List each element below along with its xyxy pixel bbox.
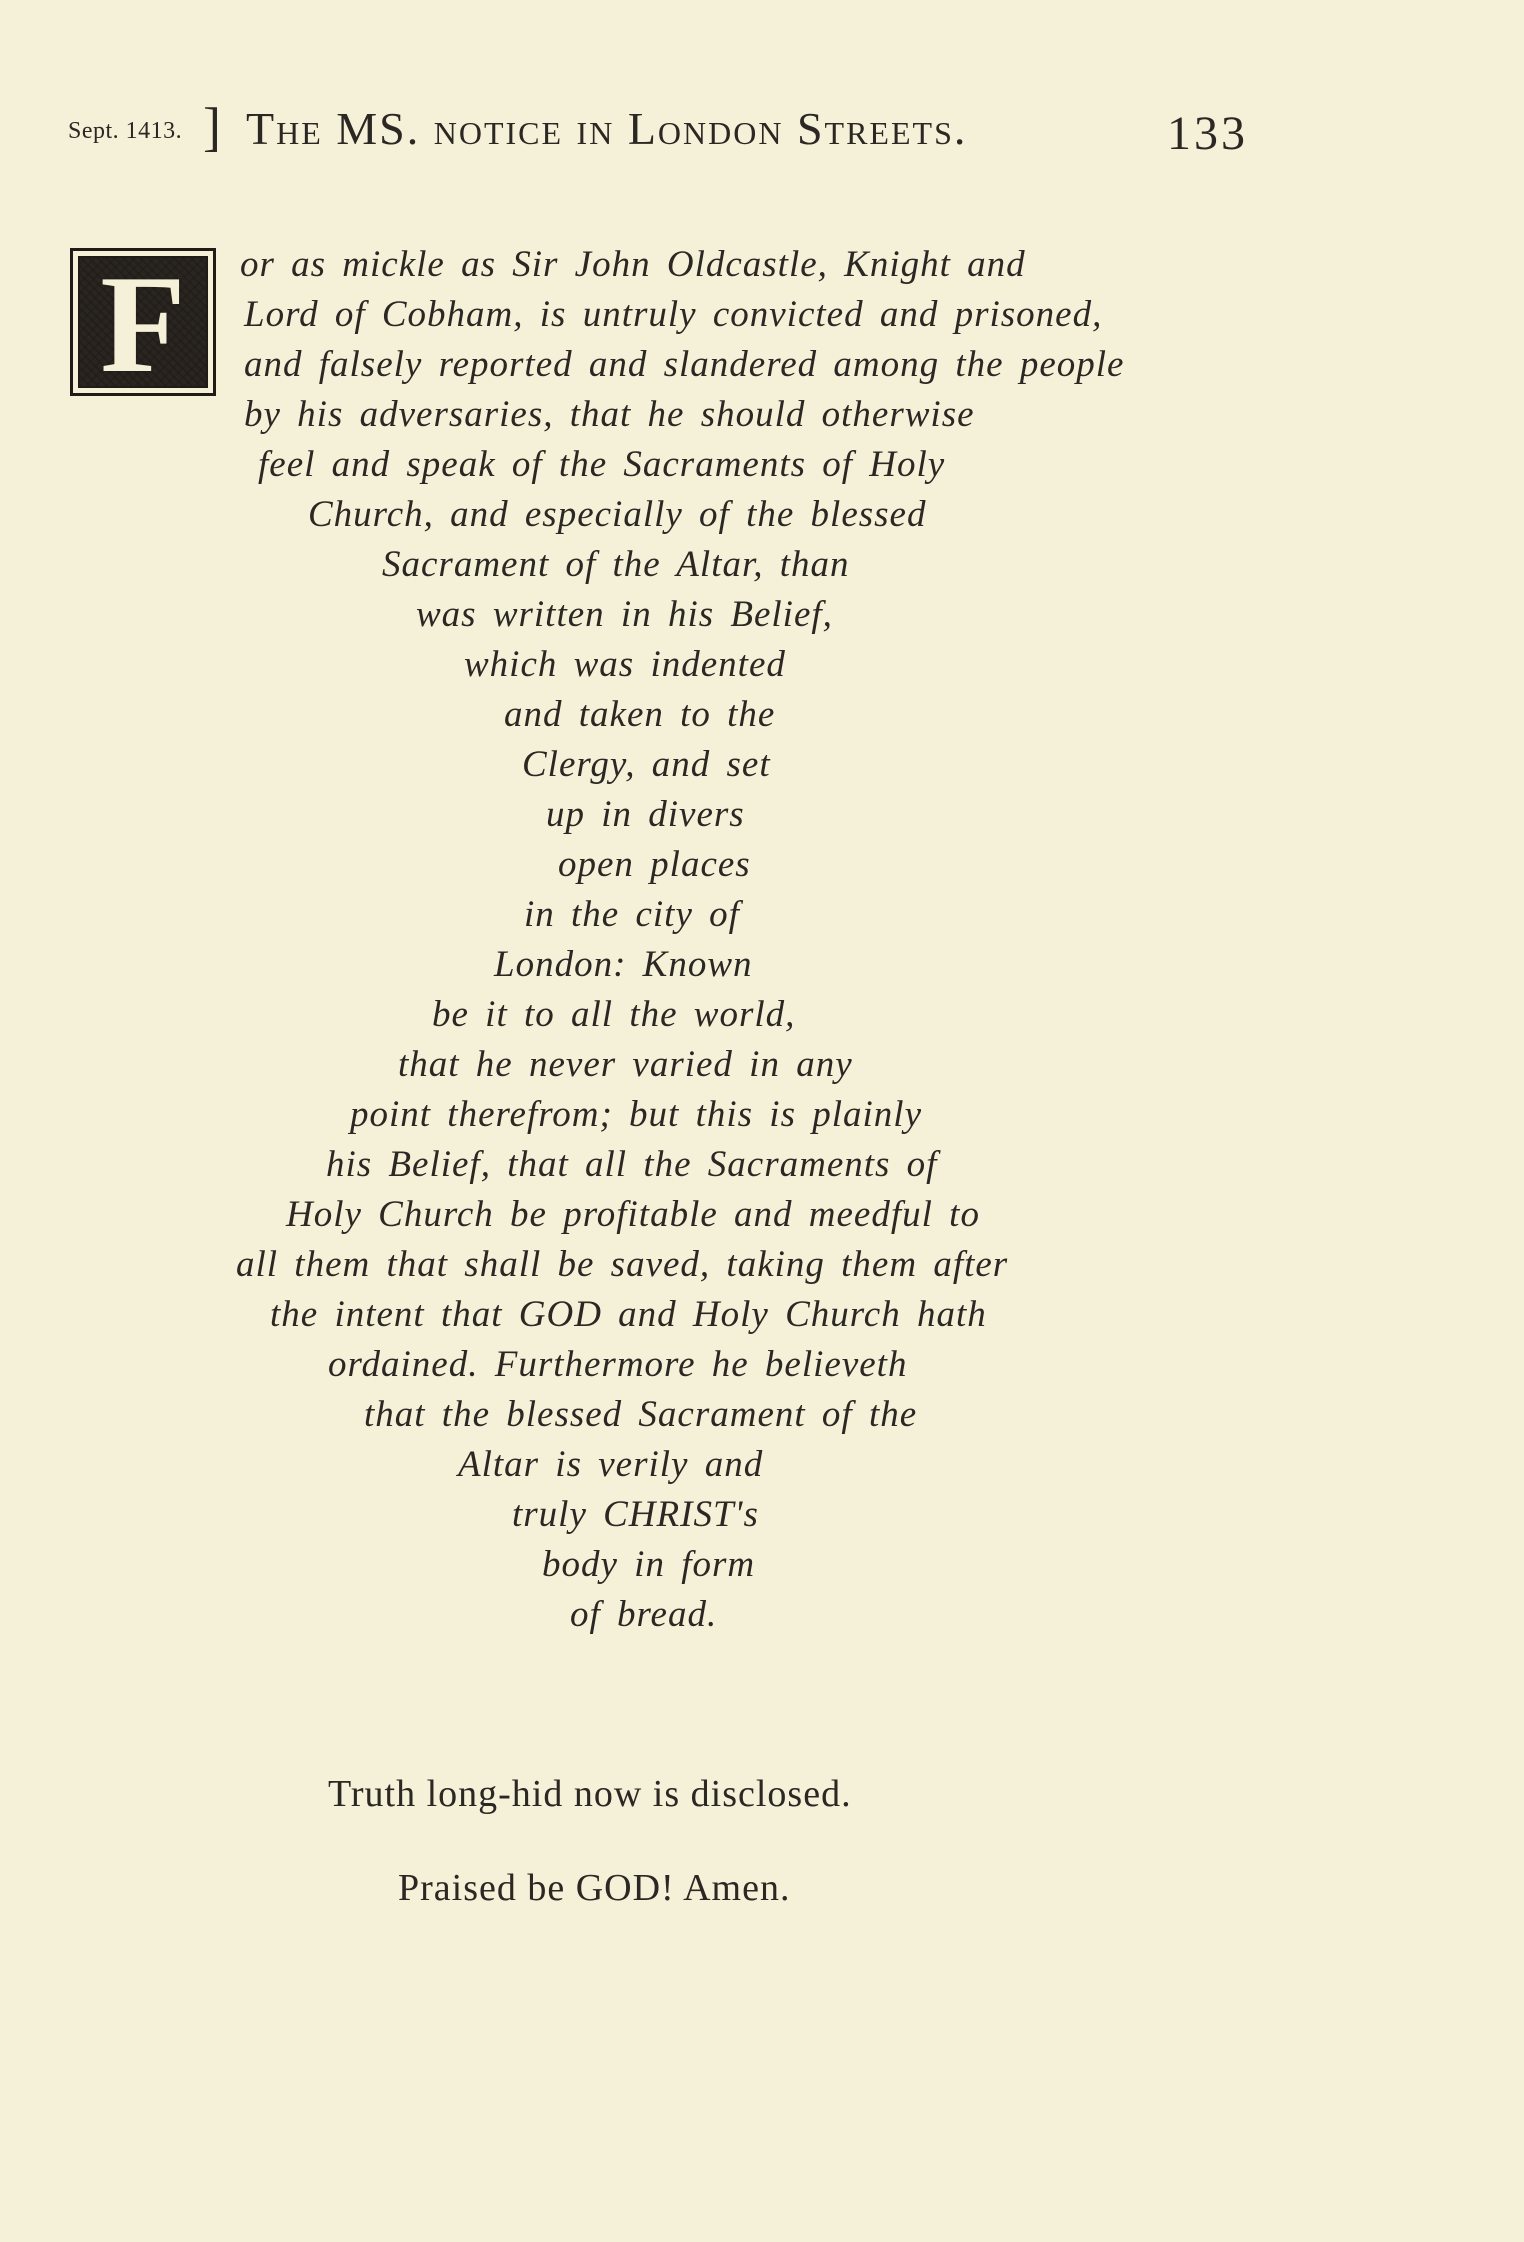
text-line: feel and speak of the Sacraments of Holy [258, 444, 946, 485]
page-title: The MS. notice in London Streets. [246, 103, 968, 154]
text-line: or as mickle as Sir John Oldcastle, Knight and [240, 244, 1026, 285]
running-header [68, 97, 1248, 160]
text-line: the intent that GOD and Holy Church hath [270, 1294, 987, 1335]
text-line: his Belief, that all the Sacraments of [326, 1144, 938, 1185]
text-line: Altar is verily and [458, 1444, 764, 1485]
text-line: up in divers [546, 794, 745, 835]
header-date: Sept. 1413. [68, 118, 183, 144]
text-line: London: Known [494, 944, 753, 985]
text-line: which was indented [464, 644, 786, 685]
text-line: Lord of Cobham, is untruly convicted and prisoned, [244, 294, 1103, 335]
text-line: open places [558, 844, 751, 885]
text-line: was written in his Belief, [416, 594, 833, 635]
text-line: Holy Church be profitable and meedful to [286, 1194, 980, 1235]
text-line: point therefrom; but this is plainly [350, 1094, 922, 1135]
page-number: 133 [1167, 107, 1248, 160]
text-line: and taken to the [504, 694, 776, 735]
text-line: Clergy, and set [522, 744, 771, 785]
text-line: body in form [542, 1544, 756, 1585]
closing-line-1: Truth long-hid now is disclosed. [328, 1773, 852, 1815]
text-line: in the city of [524, 894, 740, 935]
text-line: of bread. [570, 1594, 718, 1635]
text-line: truly CHRIST's [512, 1494, 759, 1535]
ornamental-initial-icon [70, 248, 216, 396]
text-line: and falsely reported and slandered among the people [244, 344, 1125, 385]
text-line: that the blessed Sacrament of the [364, 1394, 918, 1435]
text-line: Church, and especially of the blessed [308, 494, 927, 535]
text-line: Sacrament of the Altar, than [382, 544, 850, 585]
closing-line-2: Praised be GOD! Amen. [398, 1867, 791, 1909]
text-line: all them that shall be saved, taking them after [236, 1244, 1009, 1285]
text-line: ordained. Furthermore he believeth [328, 1344, 908, 1385]
header-bracket: ] [203, 97, 221, 157]
text-line: that he never varied in any [398, 1044, 853, 1085]
initial-letter: F [100, 256, 186, 388]
text-line: by his adversaries, that he should otherwise [244, 394, 975, 435]
initial-ornament-panel [78, 256, 208, 388]
text-line: be it to all the world, [432, 994, 796, 1035]
